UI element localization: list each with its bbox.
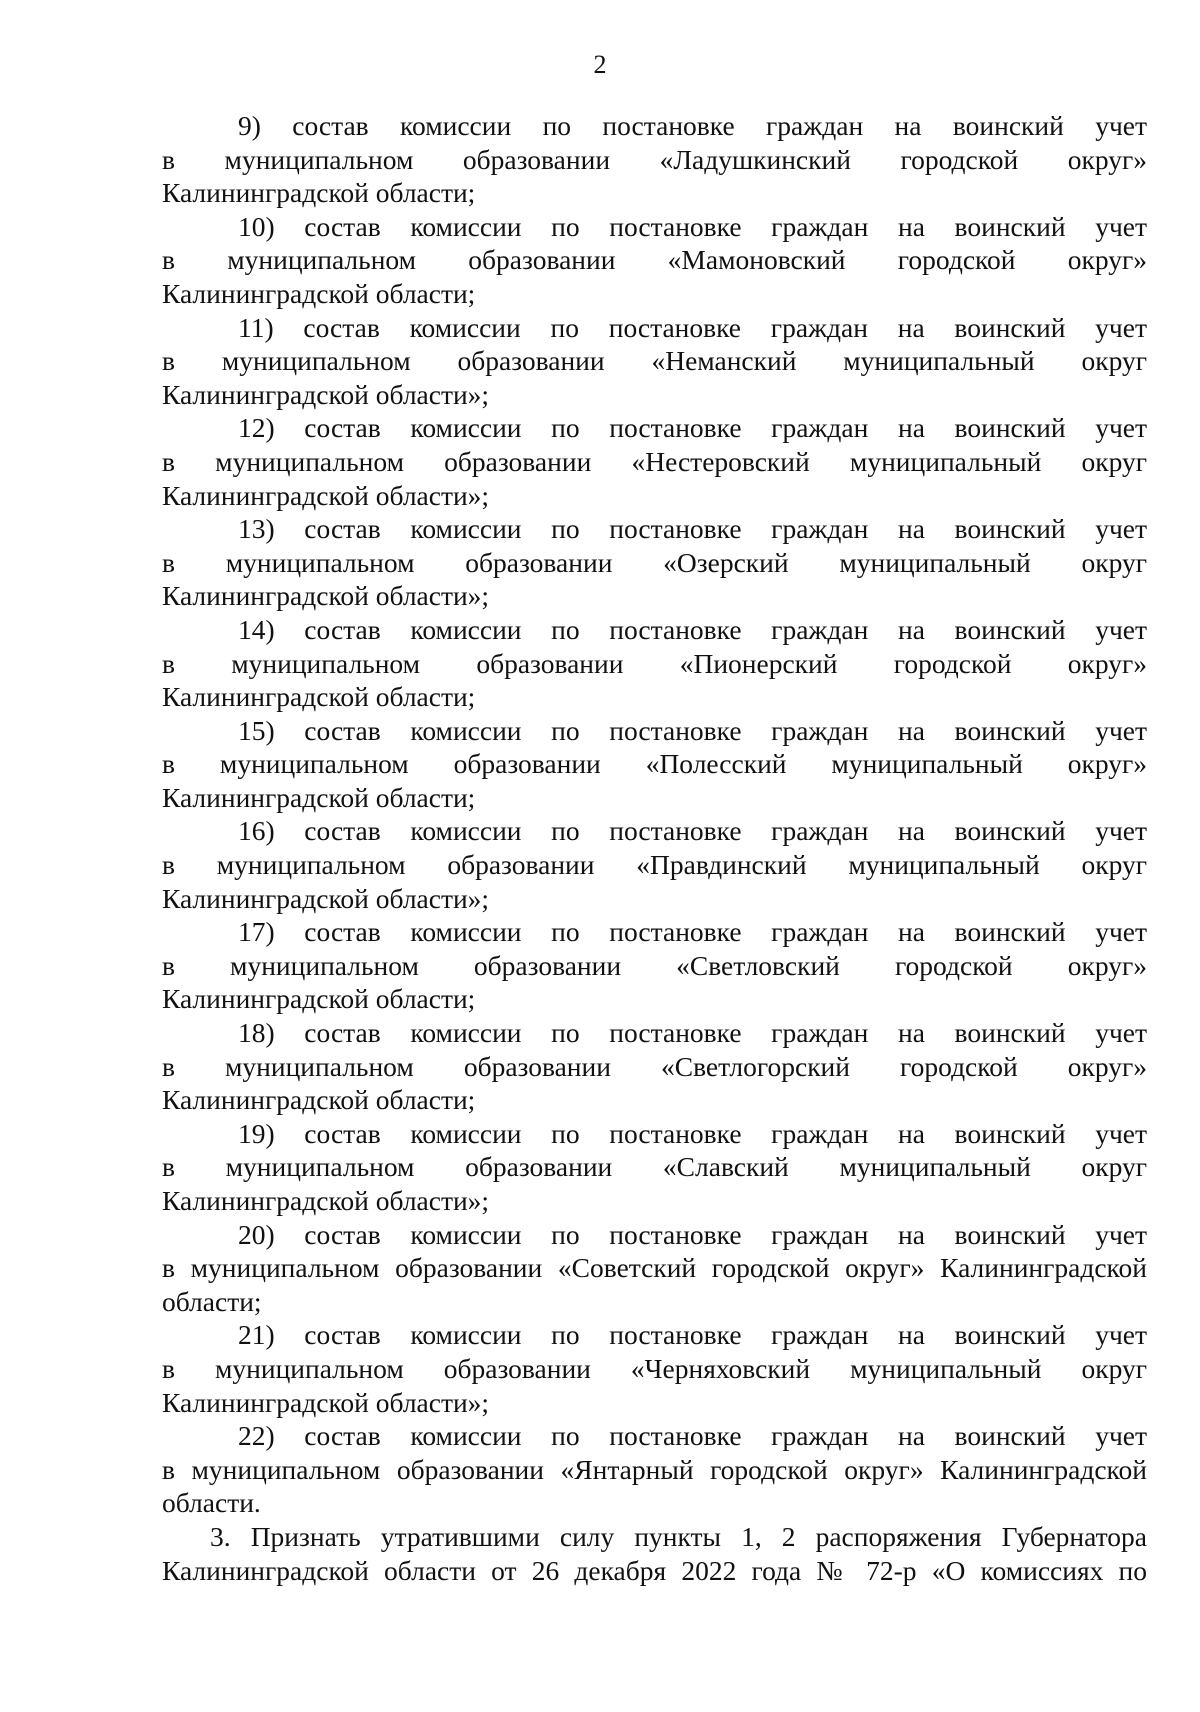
text-line: области.	[162, 1487, 261, 1519]
text-line: Калининградской области»;	[162, 882, 490, 914]
text-line: в муниципальном образовании «Нестеровский муниципальный округ	[162, 445, 1147, 477]
list-item	[162, 1419, 1147, 1520]
list-item	[162, 1117, 1147, 1218]
list-item	[162, 512, 1147, 613]
page-number: 2	[593, 50, 607, 79]
text-line: Калининградской области»;	[162, 479, 490, 511]
text-line: Калининградской области»;	[162, 1185, 490, 1216]
text-line: в муниципальном образовании «Пионерский городской округ»	[162, 647, 1147, 679]
text-line: области;	[162, 1285, 262, 1317]
text-line: в муниципальном образовании «Озерский муниципальный округ	[162, 546, 1147, 578]
list-item	[162, 311, 1147, 412]
text-line: Калининградской области;	[162, 177, 476, 209]
text-line: 14) состав комиссии по постановке граждан на воинский учет	[238, 613, 1147, 645]
text-line: 19) состав комиссии по постановке граждан на воинский учет	[238, 1117, 1147, 1149]
text-line: в муниципальном образовании «Неманский муниципальный округ	[162, 345, 1147, 377]
text-line: 11) состав комиссии по постановке граждан на воинский учет	[238, 311, 1147, 343]
list-item	[162, 411, 1147, 512]
text-line: в муниципальном образовании «Полесский муниципальный округ»	[162, 748, 1147, 780]
text-line: Калининградской области;	[162, 277, 476, 309]
text-line: в муниципальном образовании «Светловский городской округ»	[162, 949, 1147, 981]
text-line: Калининградской области от 26 декабря 2022 года № 72-р «О комиссиях по	[162, 1554, 1147, 1586]
list-item	[162, 109, 1147, 210]
text-line: Калининградской области;	[162, 983, 476, 1015]
document-body	[162, 109, 1147, 1587]
list-item	[162, 613, 1147, 714]
text-line: Калининградской области»;	[162, 1386, 490, 1418]
text-line: в муниципальном образовании «Мамоновский городской округ»	[162, 244, 1147, 276]
list-item	[162, 1318, 1147, 1419]
text-line: в муниципальном образовании «Славский муниципальный округ	[162, 1151, 1147, 1183]
text-line: Калининградской области;	[162, 1084, 476, 1116]
list-item	[162, 210, 1147, 311]
text-line: в муниципальном образовании «Черняховский муниципальный округ	[162, 1352, 1147, 1384]
list-item	[162, 1016, 1147, 1117]
list-item	[162, 915, 1147, 1016]
text-line: 10) состав комиссии по постановке граждан на воинский учет	[238, 210, 1147, 242]
text-line: 9) состав комиссии по постановке граждан на воинский учет	[238, 110, 1147, 141]
text-line: в муниципальном образовании «Светлогорский городской округ»	[162, 1050, 1147, 1082]
text-line: 20) состав комиссии по постановке граждан на воинский учет	[238, 1218, 1147, 1250]
final-paragraph	[162, 1520, 1147, 1587]
text-line: 15) состав комиссии по постановке граждан на воинский учет	[238, 714, 1147, 746]
list-item	[162, 714, 1147, 815]
list-item	[162, 1218, 1147, 1319]
text-line: в муниципальном образовании «Правдинский муниципальный округ	[162, 849, 1147, 881]
text-line: 12) состав комиссии по постановке граждан на воинский учет	[238, 412, 1147, 444]
text-line: в муниципальном образовании «Советский городской округ» Калининградской	[162, 1252, 1147, 1284]
text-line: в муниципальном образовании «Янтарный городской округ» Калининградской	[162, 1453, 1147, 1485]
text-line: 18) состав комиссии по постановке граждан на воинский учет	[238, 1017, 1147, 1049]
text-line: 21) состав комиссии по постановке граждан на воинский учет	[238, 1319, 1147, 1351]
list-item	[162, 814, 1147, 915]
text-line: 16) состав комиссии по постановке граждан на воинский учет	[238, 815, 1147, 847]
text-line: Калининградской области;	[162, 781, 476, 813]
text-line: Калининградской области;	[162, 681, 476, 713]
text-line: Калининградской области»;	[162, 580, 490, 612]
text-line: 3. Признать утратившими силу пункты 1, 2 распоряжения Губернатора	[210, 1520, 1147, 1552]
text-line: в муниципальном образовании «Ладушкинский городской округ»	[162, 143, 1147, 175]
text-line: 13) состав комиссии по постановке граждан на воинский учет	[238, 513, 1147, 545]
text-line: 22) состав комиссии по постановке граждан на воинский учет	[238, 1420, 1147, 1452]
text-line: Калининградской области»;	[162, 378, 490, 410]
text-line: 17) состав комиссии по постановке граждан на воинский учет	[238, 916, 1147, 948]
